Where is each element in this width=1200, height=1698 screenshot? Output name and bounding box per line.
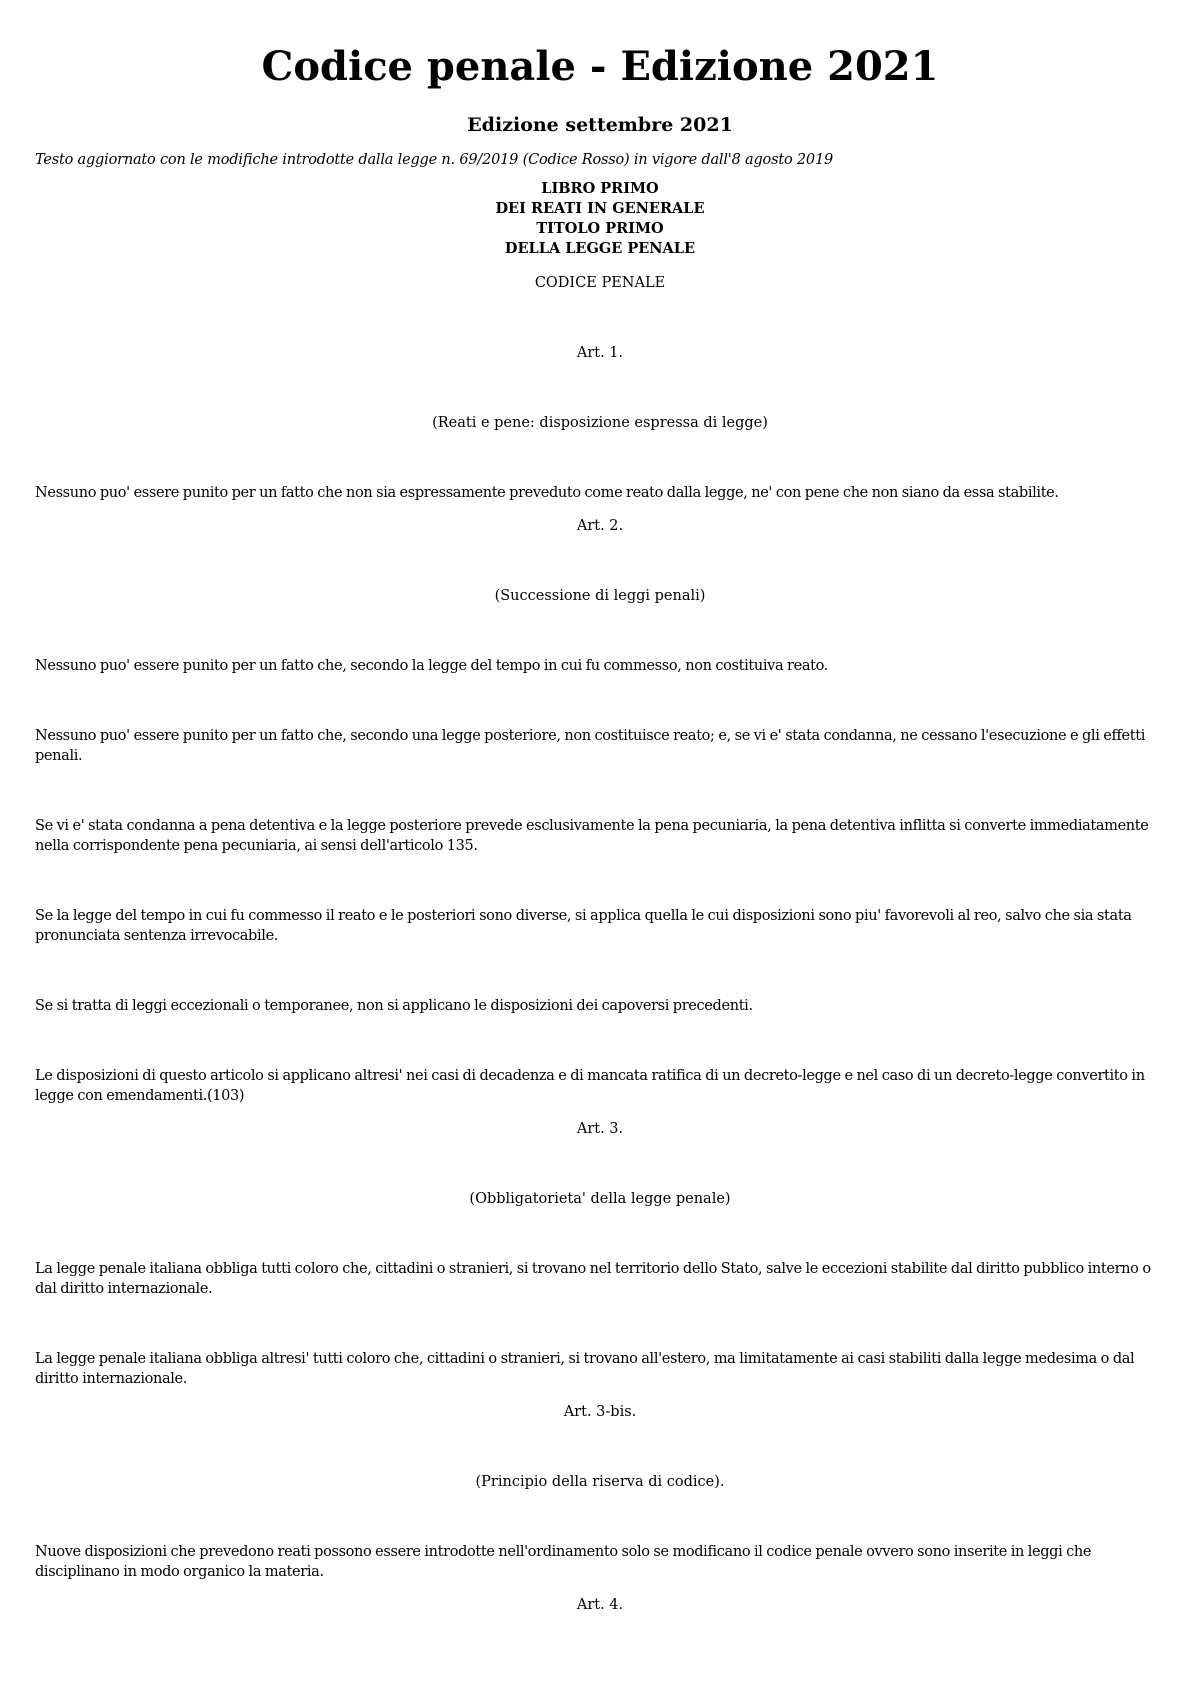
title-number: TITOLO PRIMO — [536, 220, 664, 237]
update-note: Testo aggiornato con le modifiche introdotte dalla legge n. 69/2019 (Codice Rosso) in vigore dall'8 agosto 2019 — [35, 152, 833, 168]
article-paragraph: Se la legge del tempo in cui fu commesso il reato e le posteriori sono diverse, si applica quella le cui disposizioni sono piu' favorevoli al reo, salvo che sia stata pronunciata sentenza irrevocabile. — [35, 908, 1132, 944]
code-label: CODICE PENALE — [534, 275, 666, 291]
article-heading: (Successione di leggi penali) — [494, 588, 706, 604]
article-heading: (Reati e pene: disposizione espressa di legge) — [432, 415, 768, 431]
article-number: Art. 1. — [576, 345, 624, 361]
article-paragraph: Se vi e' stata condanna a pena detentiva e la legge posteriore prevede esclusivamente la pena pecuniaria, la pena detentiva inflitta si converte immediatamente nella corrispondente pena pecuniaria, ai sensi dell'articolo 135. — [35, 818, 1149, 854]
article-list — [35, 343, 1165, 1615]
article-number: Art. 3. — [576, 1121, 624, 1137]
article-paragraph: Se si tratta di leggi eccezionali o temporanee, non si applicano le disposizioni dei capoversi precedenti. — [35, 998, 753, 1014]
book-title: DEI REATI IN GENERALE — [495, 200, 705, 217]
article-number: Art. 2. — [576, 518, 624, 534]
article-number: Art. 3-bis. — [563, 1404, 637, 1420]
article — [35, 1402, 1165, 1582]
article-paragraph: Nuove disposizioni che prevedono reati possono essere introdotte nell'ordinamento solo se modificano il codice penale ovvero sono inserite in leggi che disciplinano in modo organico la materia. — [35, 1544, 1092, 1580]
article-heading: (Obbligatorieta' della legge penale) — [469, 1191, 731, 1207]
edition-label: Edizione settembre 2021 — [467, 114, 733, 136]
article-paragraph: Nessuno puo' essere punito per un fatto che, secondo la legge del tempo in cui fu commesso, non costituiva reato. — [35, 658, 828, 674]
article-paragraph: La legge penale italiana obbliga tutti coloro che, cittadini o stranieri, si trovano nel territorio dello Stato, salve le eccezioni stabilite dal diritto pubblico interno o dal diritto internazionale. — [35, 1261, 1151, 1297]
article-paragraph: Nessuno puo' essere punito per un fatto che non sia espressamente preveduto come reato dalla legge, ne' con pene che non siano da essa stabilite. — [35, 485, 1059, 501]
article — [35, 1595, 1165, 1615]
article — [35, 516, 1165, 1106]
article-number: Art. 4. — [576, 1597, 624, 1613]
book-label: LIBRO PRIMO — [541, 180, 659, 197]
document-title: Codice penale - Edizione 2021 — [261, 43, 939, 90]
article — [35, 1119, 1165, 1389]
article-heading: (Principio della riserva di codice). — [475, 1474, 725, 1490]
article-paragraph: Le disposizioni di questo articolo si applicano altresi' nei casi di decadenza e di mancata ratifica di un decreto-legge e nel caso di un decreto-legge convertito in legge con emendamenti.(103) — [35, 1068, 1145, 1104]
article-paragraph: La legge penale italiana obbliga altresi' tutti coloro che, cittadini o stranieri, si trovano all'estero, ma limitatamente ai casi stabiliti dalla legge medesima o dal diritto internazionale. — [35, 1351, 1135, 1387]
book-heading — [35, 179, 1165, 259]
article — [35, 343, 1165, 503]
title-name: DELLA LEGGE PENALE — [504, 240, 696, 257]
article-paragraph: Nessuno puo' essere punito per un fatto che, secondo una legge posteriore, non costituisce reato; e, se vi e' stata condanna, ne cessano l'esecuzione e gli effetti penali. — [35, 728, 1146, 764]
